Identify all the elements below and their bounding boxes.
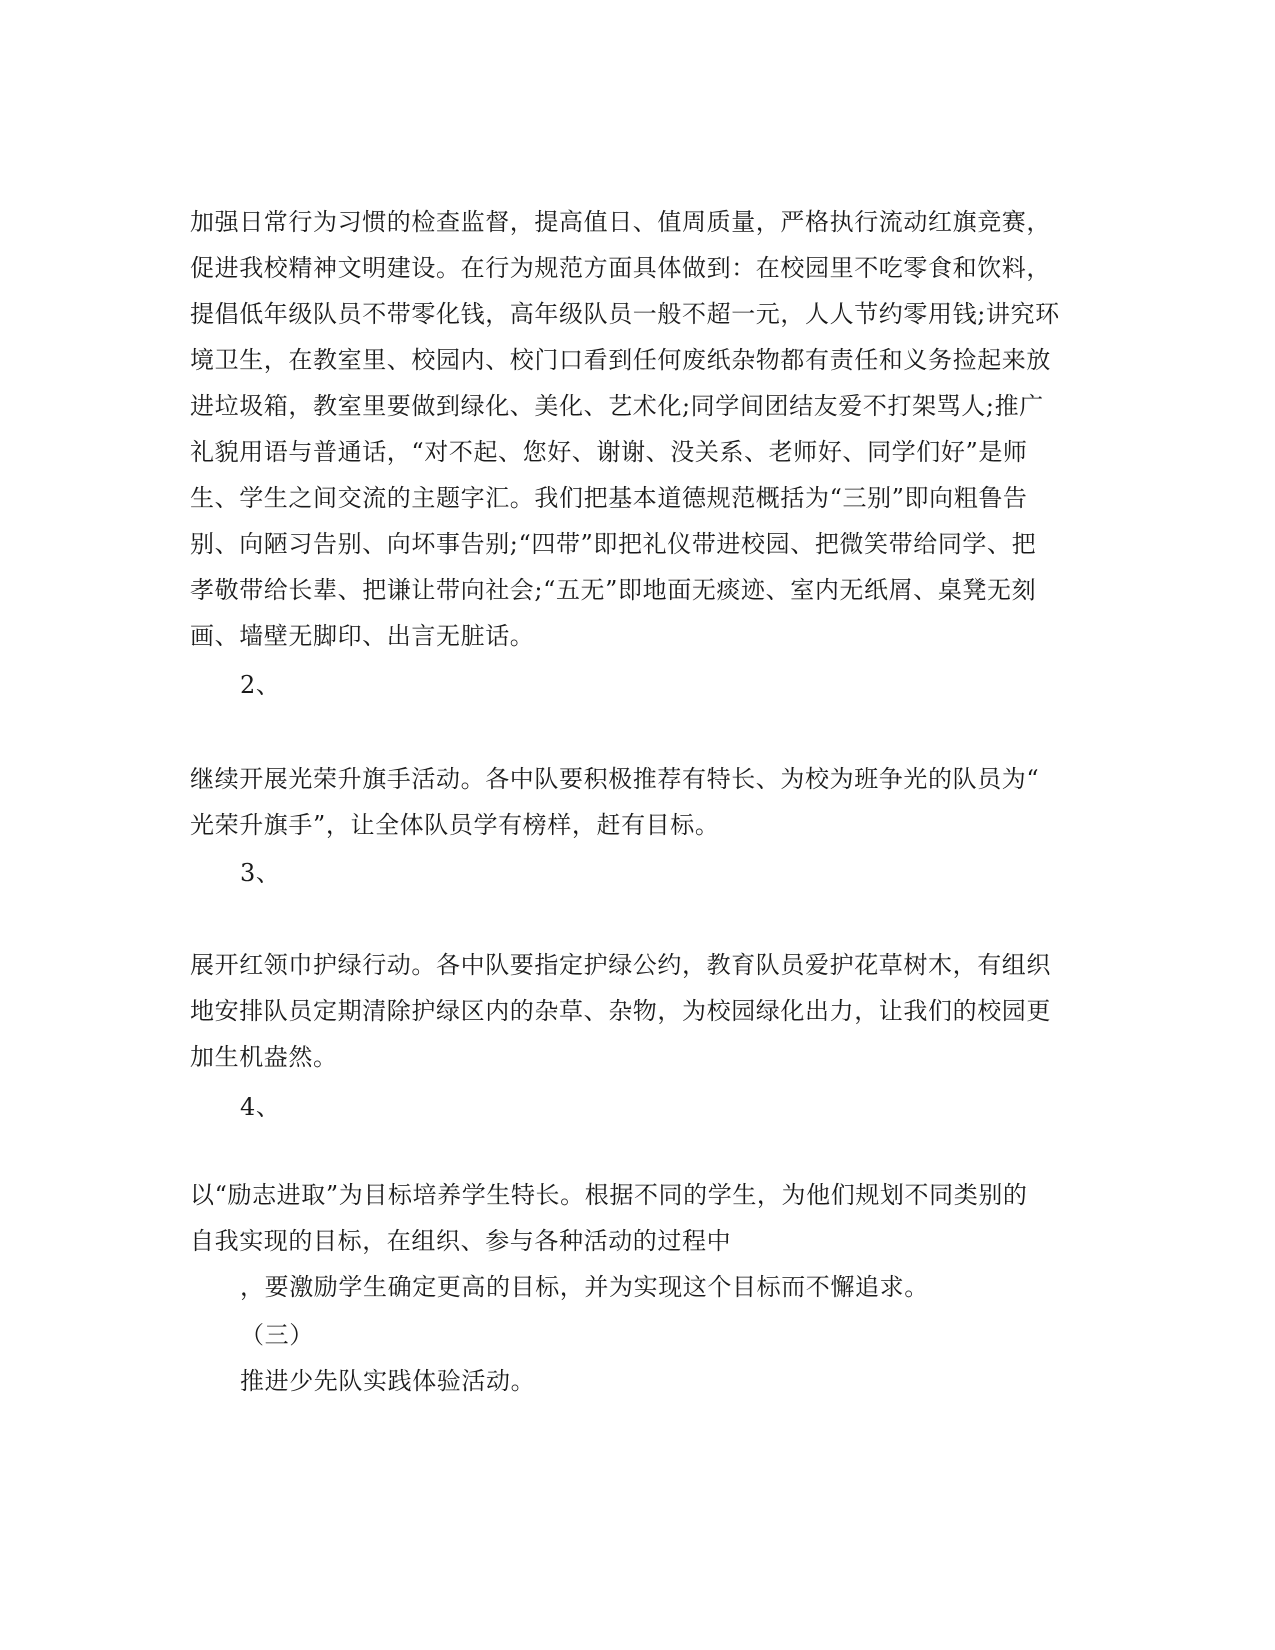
paragraph-line: 推进少先队实践体验活动。 [240, 1367, 536, 1395]
paragraph-line: 光荣升旗手”，让全体队员学有榜样，赶有目标。 [190, 811, 720, 839]
paragraph-line: 加生机盎然。 [190, 1043, 338, 1071]
paragraph-line: 以“励志进取”为目标培养学生特长。根据不同的学生，为他们规划不同类别的 [190, 1181, 1028, 1209]
list-number: 3、 [240, 859, 281, 887]
paragraph-line: 地安排队员定期清除护绿区内的杂草、杂物，为校园绿化出力，让我们的校园更 [190, 997, 1051, 1025]
paragraph-line: 孝敬带给长辈、把谦让带向社会;“五无”即地面无痰迹、室内无纸屑、桌凳无刻 [190, 576, 1037, 604]
list-number: 2、 [240, 671, 281, 699]
paragraph-line: 展开红领巾护绿行动。各中队要指定护绿公约，教育队员爱护花草树木，有组织 [190, 951, 1051, 979]
list-number: 4、 [240, 1093, 281, 1121]
paragraph-line: 提倡低年级队员不带零化钱，高年级队员一般不超一元，人人节约零用钱;讲究环 [190, 300, 1060, 328]
paragraph-line: 礼貌用语与普通话，“对不起、您好、谢谢、没关系、老师好、同学们好”是师 [190, 438, 1028, 466]
paragraph-line: 别、向陋习告别、向坏事告别;“四带”即把礼仪带进校园、把微笑带给同学、把 [190, 530, 1037, 558]
paragraph-line: 促进我校精神文明建设。在行为规范方面具体做到：在校园里不吃零食和饮料， [190, 254, 1051, 282]
paragraph-line: 自我实现的目标，在组织、参与各种活动的过程中 [190, 1227, 732, 1255]
paragraph-line: 画、墙壁无脚印、出言无脏话。 [190, 622, 535, 650]
paragraph-line: 加强日常行为习惯的检查监督，提高值日、值周质量，严格执行流动红旗竞赛， [190, 208, 1051, 236]
paragraph-line: 进垃圾箱，教室里要做到绿化、美化、艺术化;同学间团结友爱不打架骂人;推广 [190, 392, 1044, 420]
paragraph-line: 境卫生，在教室里、校园内、校门口看到任何废纸杂物都有责任和义务捡起来放 [190, 346, 1051, 374]
section-heading: （三） [240, 1321, 314, 1349]
paragraph-line: 继续开展光荣升旗手活动。各中队要积极推荐有特长、为校为班争光的队员为“ [190, 765, 1040, 793]
paragraph-line: 生、学生之间交流的主题字汇。我们把基本道德规范概括为“三别”即向粗鲁告 [190, 484, 1028, 512]
paragraph-line: ，要激励学生确定更高的目标，并为实现这个目标而不懈追求。 [240, 1273, 929, 1301]
